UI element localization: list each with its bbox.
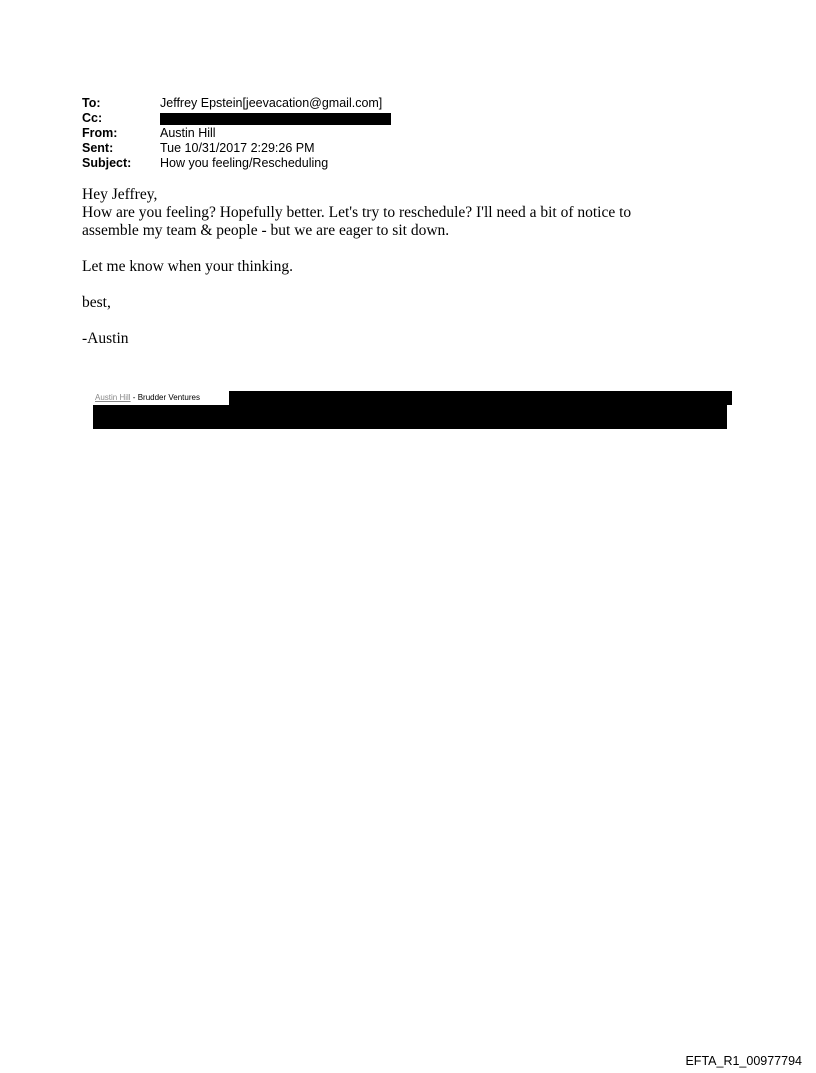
subject-value: How you feeling/Rescheduling xyxy=(160,156,329,170)
signature-name-link[interactable]: Austin Hill xyxy=(95,393,131,402)
signature-redaction-bar-2 xyxy=(93,405,727,429)
signature-redaction-bar-1 xyxy=(229,391,732,405)
email-body xyxy=(82,186,762,348)
body-line-2: assemble my team & people - but we are eager to sit down. xyxy=(82,222,450,239)
to-label: To: xyxy=(82,96,101,110)
sent-row xyxy=(82,141,391,156)
from-row xyxy=(82,126,391,141)
to-row xyxy=(82,96,391,111)
to-value: Jeffrey Epstein[jeevacation@gmail.com] xyxy=(160,96,383,110)
document-id: EFTA_R1_00977794 xyxy=(685,1054,802,1068)
cc-label: Cc: xyxy=(82,111,103,125)
email-header xyxy=(82,96,391,171)
sent-value: Tue 10/31/2017 2:29:26 PM xyxy=(160,141,315,155)
body-line-3: Let me know when your thinking. xyxy=(82,258,293,275)
cc-redaction-bar xyxy=(160,113,391,125)
body-line-1: How are you feeling? Hopefully better. Let's try to reschedule? I'll need a bit of notice to xyxy=(82,204,632,221)
signoff: -Austin xyxy=(82,330,129,347)
greeting: Hey Jeffrey, xyxy=(82,186,158,203)
from-label: From: xyxy=(82,126,118,140)
closing: best, xyxy=(82,294,111,311)
email-signature xyxy=(95,392,200,404)
sent-label: Sent: xyxy=(82,141,114,155)
subject-label: Subject: xyxy=(82,156,132,170)
from-value: Austin Hill xyxy=(160,126,216,140)
subject-row xyxy=(82,156,391,171)
signature-company: - Brudder Ventures xyxy=(130,393,200,402)
cc-row xyxy=(82,111,391,126)
